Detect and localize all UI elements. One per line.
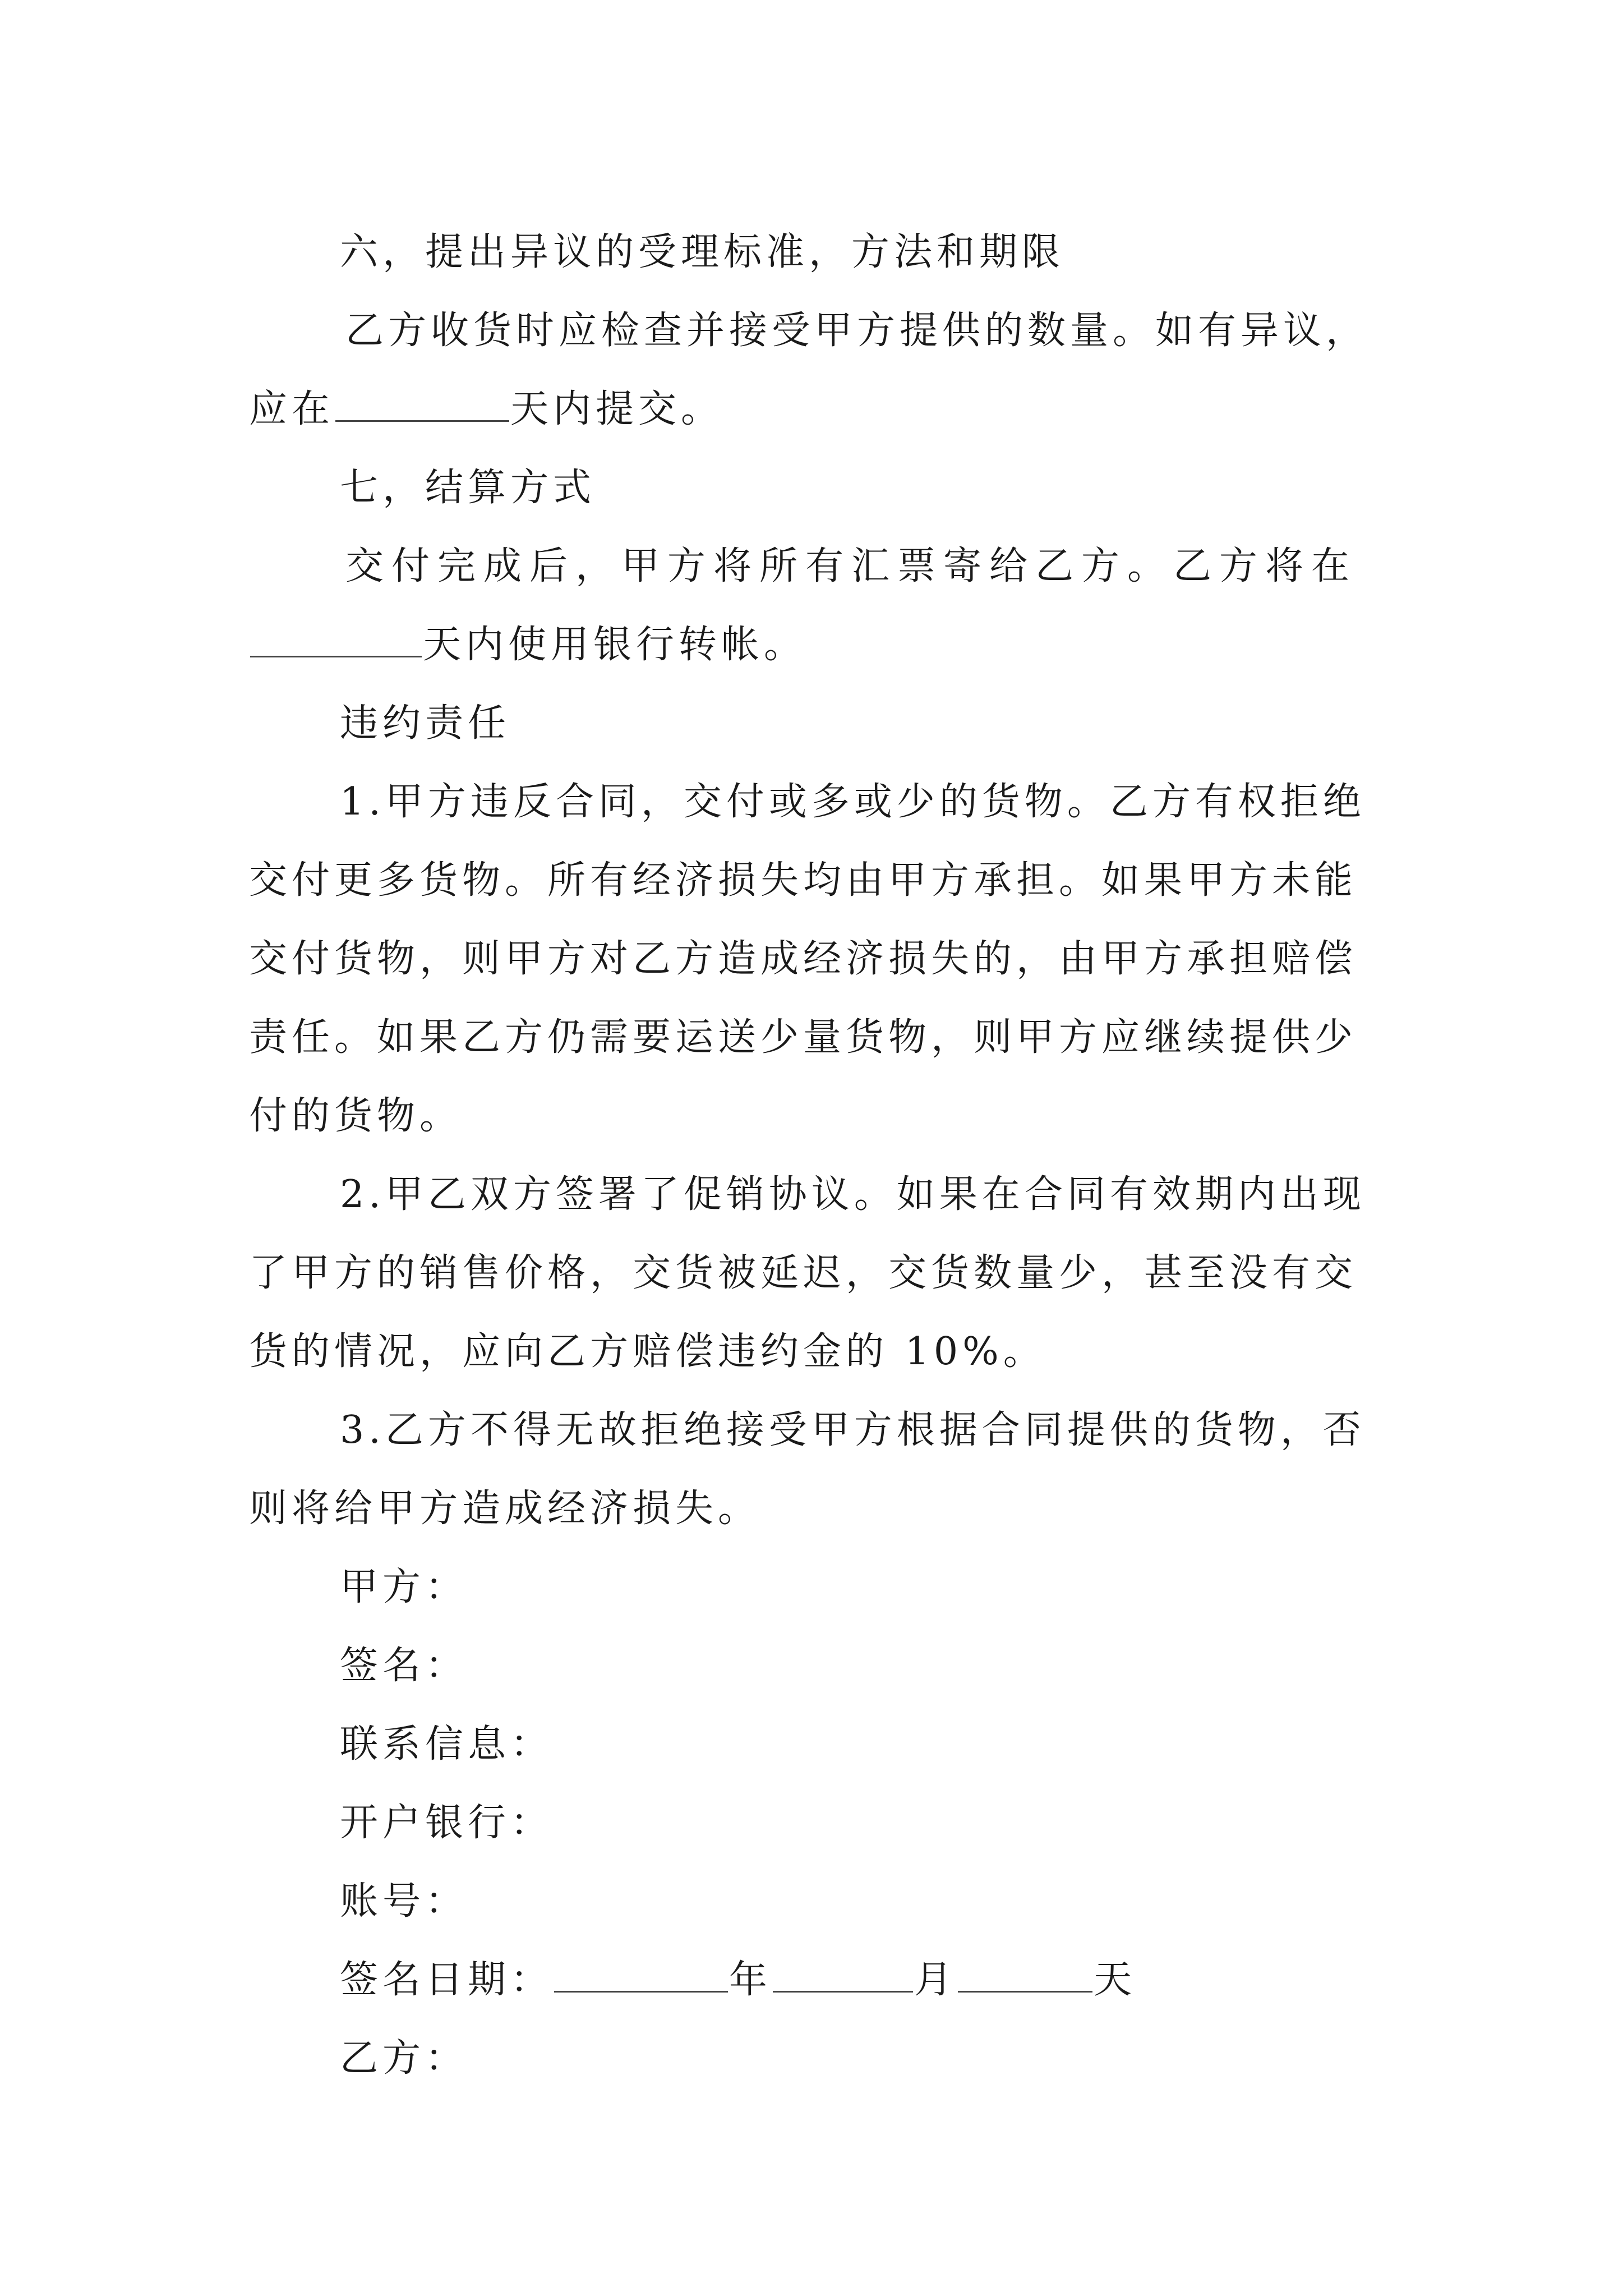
liability-item-2-line: 2.甲乙双方签署了促销协议。如果在合同有效期内出现	[340, 1172, 1366, 1217]
section-7-paragraph-line-2	[249, 606, 1410, 684]
liability-heading: 违约责任	[340, 701, 511, 746]
liability-item-1-line: 1.甲方违反合同，交付或多或少的货物。乙方有权拒绝	[340, 780, 1366, 824]
liability-item-1-line: 责任。如果乙方仍需要运送少量货物，则甲方应继续提供少	[249, 1015, 1358, 1060]
section-6-paragraph-line-2	[249, 370, 1410, 449]
section-7-heading: 七，结算方式	[340, 466, 596, 510]
year-label: 年	[729, 1958, 772, 2002]
bank-label: 开户银行：	[340, 1801, 554, 1845]
section-6-paragraph-line-1: 乙方收货时应检查并接受甲方提供的数量。如有异议，	[345, 309, 1369, 353]
signing-date-line	[249, 1941, 1410, 2019]
party-a-label: 甲方：	[340, 1565, 468, 1609]
month-blank	[773, 1956, 913, 1993]
signature-label: 签名：	[340, 1644, 468, 1688]
contact-label: 联系信息：	[340, 1722, 554, 1766]
section-7-paragraph-line-1: 交付完成后，甲方将所有汇票寄给乙方。乙方将在	[345, 544, 1358, 588]
liability-item-1-line: 交付更多货物。所有经济损失均由甲方承担。如果甲方未能	[249, 858, 1358, 903]
liability-item-3-line: 3.乙方不得无故拒绝接受甲方根据合同提供的货物，否	[340, 1408, 1366, 1452]
party-b-label: 乙方：	[340, 2036, 468, 2081]
day-blank	[958, 1956, 1092, 1993]
liability-item-2-line: 了甲方的销售价格，交货被延迟，交货数量少，甚至没有交	[249, 1251, 1358, 1295]
month-label: 月	[914, 1958, 957, 2002]
days-blank	[335, 385, 509, 422]
account-label: 账号：	[340, 1879, 468, 1924]
section-6-heading: 六，提出异议的受理标准，方法和期限	[340, 230, 1065, 274]
liability-item-3-line: 则将给甲方造成经济损失。	[249, 1487, 761, 1531]
document-body	[249, 213, 1410, 2098]
liability-item-2-line: 货的情况，应向乙方赔偿违约金的 10%。	[249, 1329, 1046, 1374]
payment-days-blank	[250, 621, 422, 657]
year-blank	[554, 1956, 728, 1993]
section-6-text-a: 应在	[249, 387, 335, 431]
section-6-text-b: 天内提交。	[510, 387, 724, 431]
liability-item-1-line: 付的货物。	[249, 1094, 463, 1138]
signing-date-label: 签名日期：	[340, 1958, 554, 2002]
liability-item-1-line: 交付货物，则甲方对乙方造成经济损失的，由甲方承担赔偿	[249, 937, 1358, 981]
section-7-text-b: 天内使用银行转帐。	[423, 623, 807, 667]
day-label: 天	[1094, 1958, 1137, 2002]
